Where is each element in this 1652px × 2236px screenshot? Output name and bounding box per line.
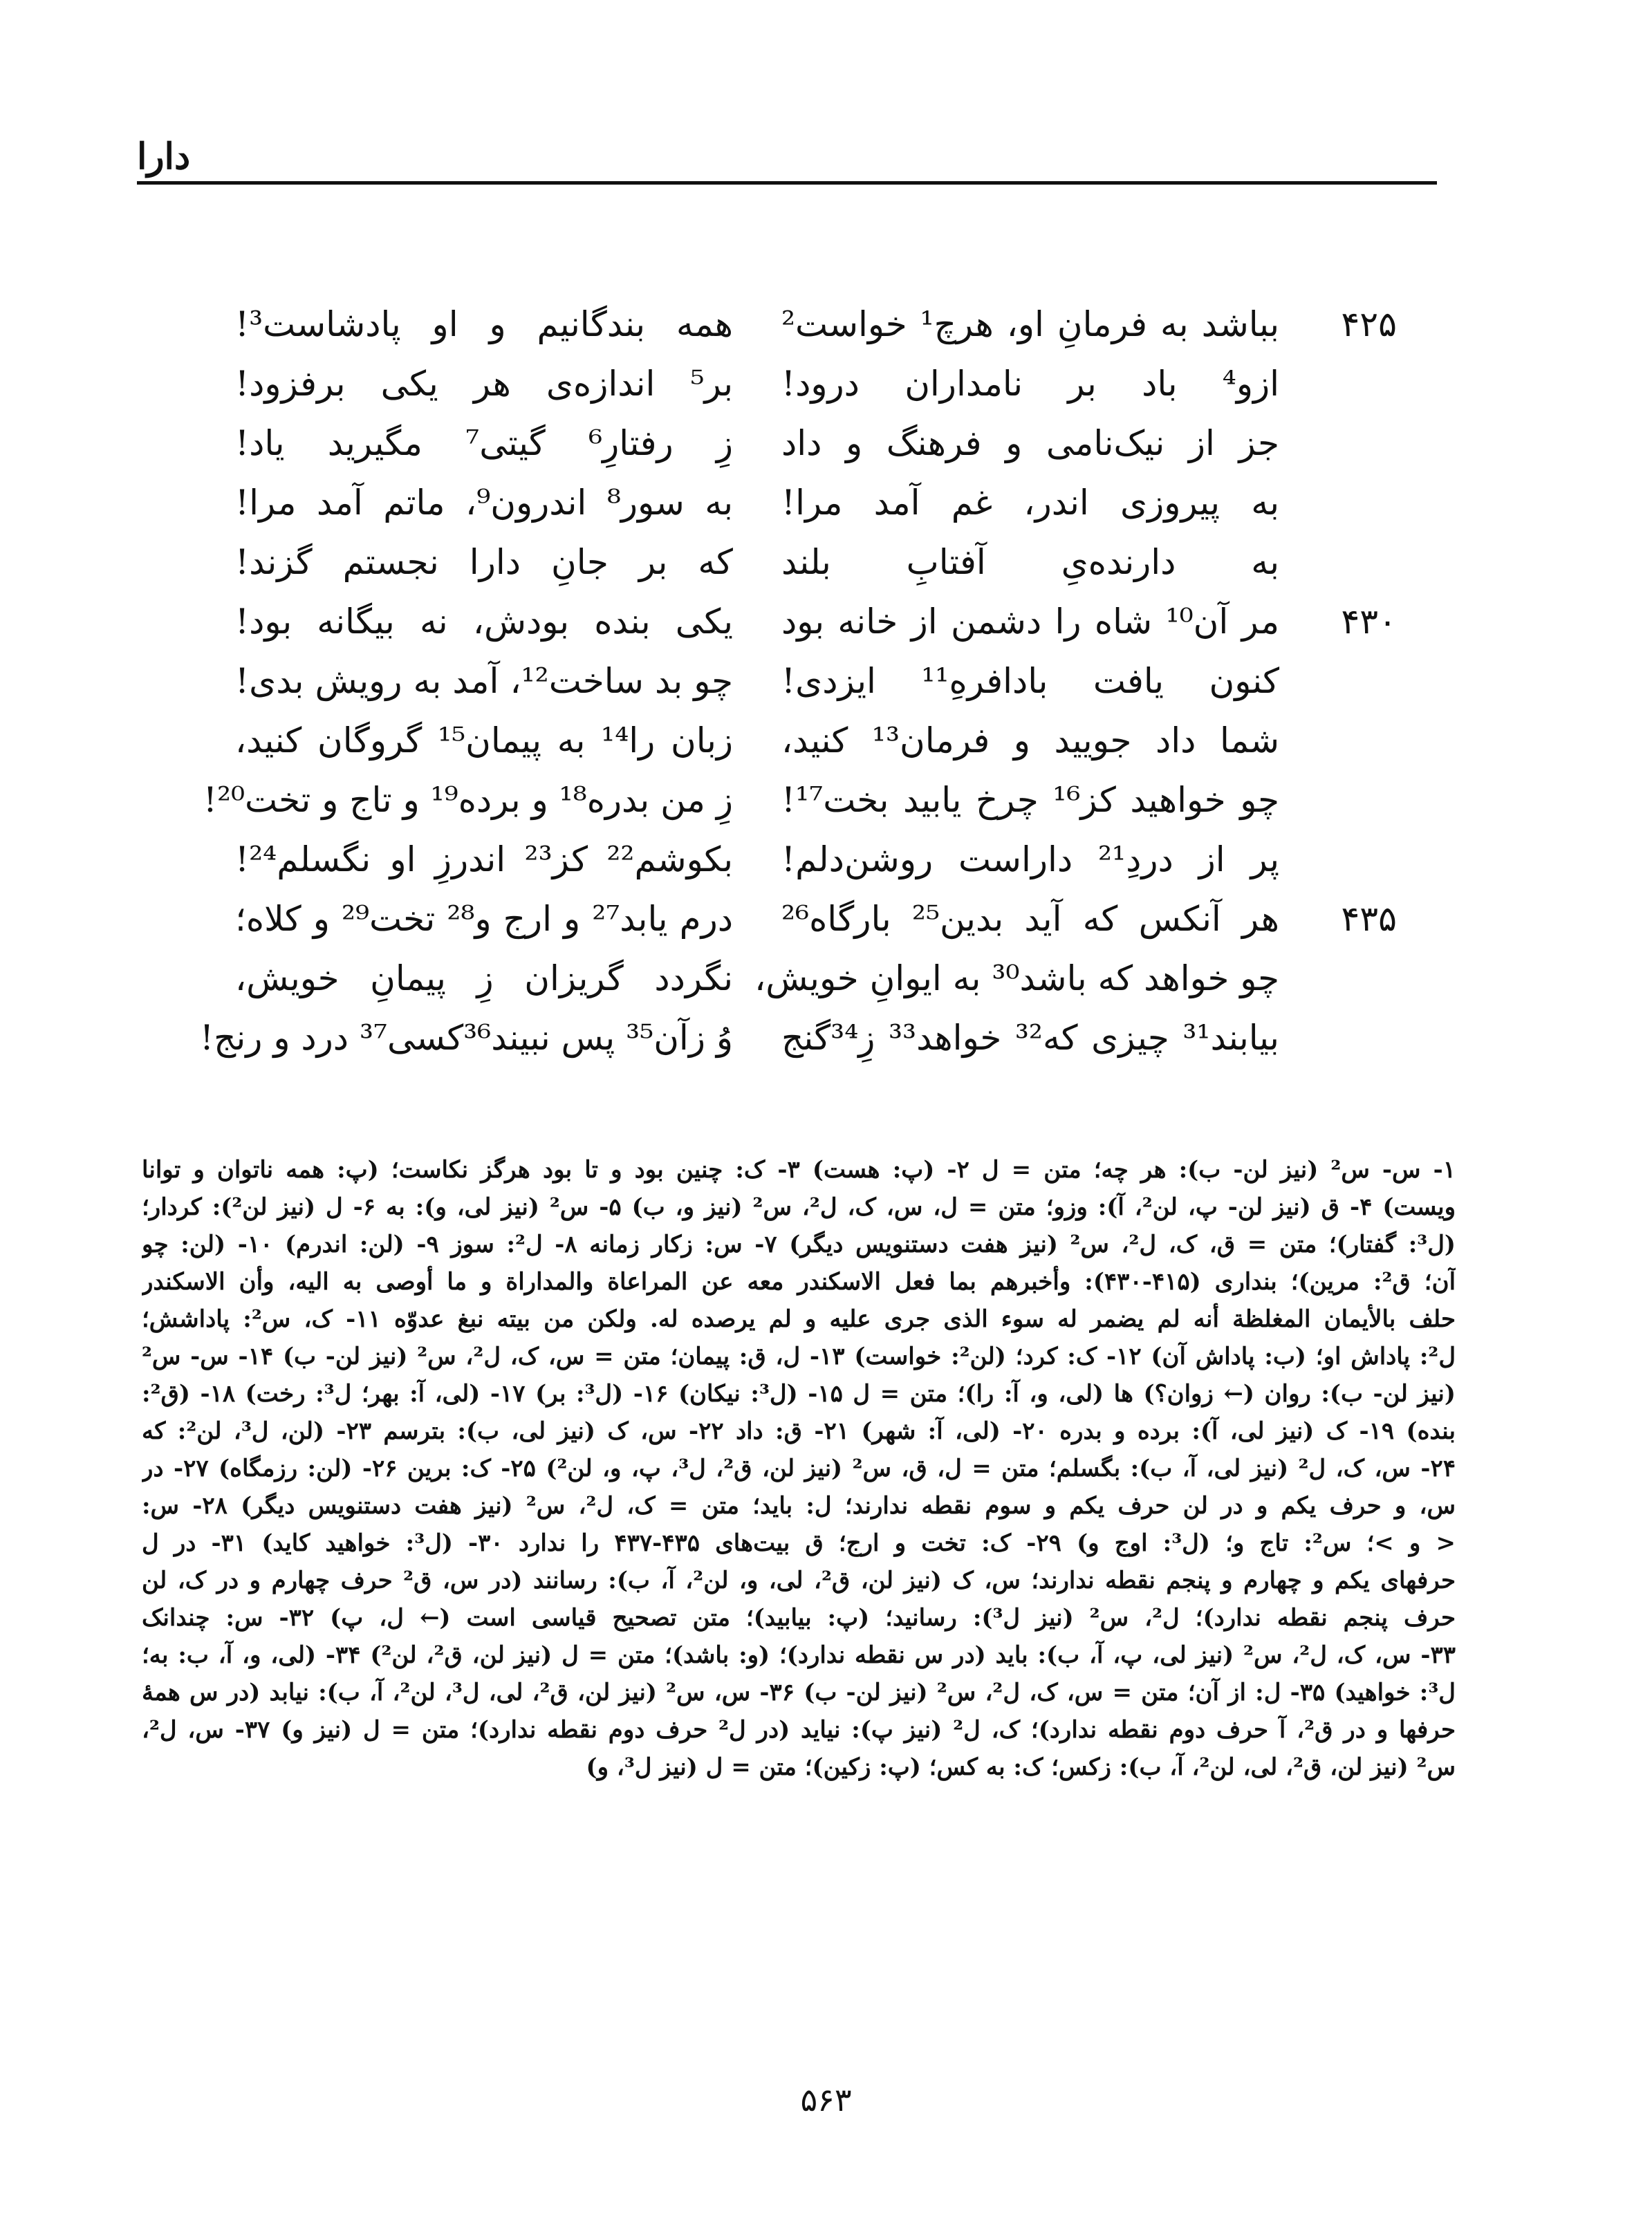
hemistich-first: چو خواهد که باشد³⁰ به ایوانِ خویش،: [754, 958, 1279, 998]
hemistich-first: کنون یافت بادافرهِ¹¹ ایزدی!: [781, 661, 1279, 701]
couplet: [235, 364, 1397, 423]
couplet: [235, 304, 1397, 364]
hemistich-second: زِ من بدره¹⁸ و برده¹⁹ و تاج و تخت²⁰!: [203, 780, 733, 820]
verse-number: ۴۳۵: [1341, 899, 1397, 939]
couplet: [235, 720, 1397, 780]
header-rule: [137, 181, 1437, 185]
hemistich-first: مر آن¹⁰ شاه را دشمن از خانه بود: [781, 602, 1280, 642]
hemistich-second: یکی بنده بودش، نه بیگانه بود!: [235, 602, 733, 642]
couplet: [200, 1018, 1397, 1077]
hemistich-second: زبان را¹⁴ به پیمان¹⁵ گروگان کنید،: [235, 720, 734, 761]
couplet: [235, 958, 1397, 1018]
hemistich-first: چو خواهید کز¹⁶ چرخ یابید بخت¹⁷!: [781, 780, 1280, 820]
footnote-line: حرف پنجم نقطه ندارد)؛ ل²، س² (نیز ل³): رسانید؛ (پ: بیابید)؛ متن تصحیح قیاسی است (← ل، پ) ۳۲- س: چندانک: [142, 1604, 1456, 1632]
couplet: [203, 780, 1397, 839]
page-number: ۵۶۳: [800, 2081, 852, 2118]
hemistich-second: زِ رفتارِ⁶ گیتی⁷ مگیرید یاد!: [235, 423, 733, 463]
footnote-line: ۱- س- س² (نیز لن- ب): هر چه؛ متن = ل ۲- (پ: هست) ۳- ک: چنین بود و تا بود هرگز نکاست؛ (پ: همه ناتوان و توانا: [142, 1156, 1456, 1184]
footnote-line: ل³: خواهید) ۳۵- ل: از آن؛ متن = س، ک، ل²، س² (نیز لن- ب) ۳۶- س، س² (نیز لن، ق²، لی، ل³، لن²، آ، ب): نیابد (در س همهٔ: [142, 1679, 1456, 1706]
hemistich-second: بکوشم²² کز²³ اندرزِ او نگسلم²⁴!: [235, 839, 733, 879]
verse-number: ۴۲۵: [1341, 304, 1397, 344]
verse-number: ۴۳۰: [1341, 602, 1397, 642]
footnote-line: (نیز لن- ب): روان (← زوان؟) ها (لی، و، آ: را)؛ متن = ل ۱۵- (ل³: نیکان) ۱۶- (ل³: بر) ۱۷- (لی، آ: بهر؛ ل³: رخت) ۱۸- (ق²:: [142, 1380, 1456, 1408]
couplet: [235, 899, 1397, 958]
couplet: [235, 839, 1397, 899]
footnote-line: حلف بالأیمان المغلظة أنه لم یضمر له سوء الذی جری علیه و لم یرصده له. ولکن من بیته نبغ عدوّه ۱۱- ک، س²: پاداشش؛: [142, 1305, 1456, 1333]
running-title: دارا: [137, 136, 191, 178]
hemistich-first: هر آنکس که آید بدین²⁵ بارگاه²⁶: [781, 899, 1279, 939]
hemistich-first: به دارنده‌یِ آفتابِ بلند: [781, 542, 1279, 582]
hemistich-first: بباشد به فرمانِ او، هرچ¹ خواست²: [781, 304, 1279, 344]
footnote-line: س، و حرف یکم و در لن حرف یکم و سوم نقطه ندارند؛ ل: باید؛ متن = ک، ل²، س² (نیز هفت دستنویس دیگر) ۲۸- س:: [142, 1492, 1456, 1520]
footnote-line: ویست) ۴- ق (نیز لن- پ، لن²، آ): وزو؛ متن = ل، س، ک، ل²، س² (نیز و، ب) ۵- س² (نیز لی، و): به ۶- ل (نیز لن²): کردار؛: [142, 1193, 1456, 1221]
hemistich-second: چو بد ساخت¹²، آمد به رویش بدی!: [235, 661, 733, 701]
hemistich-second: نگردد گریزان زِ پیمانِ خویش،: [235, 958, 733, 998]
couplet: [235, 661, 1397, 720]
footnote-line: حرفها و در ق²، آ حرف دوم نقطه ندارد)؛ ک، ل² (نیز پ): نیاید (در ل² حرف دوم نقطه ندارد)؛ متن = ل (نیز و) ۳۷- س، ل²،: [142, 1716, 1456, 1744]
footnote-line: آن؛ ق²: مرین)؛ بنداری (۴۱۵-۴۳۰): وأخبرهم بما فعل الاسکندر معه عن المراعاة والمداراة و ما أوصی به الیه، وأن الاسکندر: [142, 1268, 1456, 1296]
hemistich-second: بر⁵ اندازه‌ی هر یکی برفزود!: [235, 364, 733, 404]
verse-block: [200, 304, 1397, 1077]
footnote-line: س² (نیز لن، ق²، لی، لن²، آ، ب): زکس؛ ک: به کس؛ (پ: زکین)؛ متن = ل (نیز ل³، و): [586, 1753, 1456, 1781]
footnotes: [142, 1151, 1456, 1786]
hemistich-second: به سور⁸ اندرون⁹، ماتم آمد مرا!: [235, 483, 733, 523]
footnote-line: (ل³: گفتار)؛ متن = ق، ک، ل²، س² (نیز هفت دستنویس دیگر) ۷- س: زکار زمانه ۸- ل²: سوز ۹- (لن: اندرم) ۱۰- (لن: چو: [142, 1231, 1456, 1258]
hemistich-second: درم یابد²⁷ و ارج و²⁸ تخت²⁹ و کلاه؛: [235, 899, 733, 939]
couplet: [235, 423, 1397, 483]
couplet: [235, 602, 1397, 661]
hemistich-first: پر از دردِ²¹ داراست روشن‌دلم!: [781, 839, 1279, 879]
footnote-line: ۲۴- س، ک، ل² (نیز لی، آ، ب): بگسلم؛ متن = ل، ق، س² (نیز لن، ق²، ل³، پ، و، لن²) ۲۵- ک: برین ۲۶- (لن: رزمگاه) ۲۷- در: [142, 1455, 1456, 1482]
couplet: [235, 542, 1397, 602]
hemistich-first: به پیروزی اندر، غم آمد مرا!: [781, 483, 1279, 523]
hemistich-second: وُ زآن³⁵ پس نبیند³⁶کسی³⁷ درد و رنج!: [200, 1018, 733, 1058]
hemistich-first: بیابند³¹ چیزی که³² خواهد³³ زِ³⁴گنج: [781, 1018, 1279, 1058]
hemistich-first: شما داد جویید و فرمان¹³ کنید،: [781, 720, 1279, 761]
couplet: [235, 483, 1397, 542]
hemistich-first: ازو⁴ باد بر نامداران درود!: [781, 364, 1279, 404]
footnote-line: < و >؛ س²: تاج و؛ (ل³: اوج و) ۲۹- ک: تخت و ارج؛ ق بیت‌های ۴۳۵-۴۳۷ را ندارد ۳۰- (ل³: خواهید کاید) ۳۱- در ل: [142, 1529, 1456, 1557]
hemistich-second: همه بندگانیم و او پادشاست³!: [235, 304, 733, 344]
footnote-line: حرفهای یکم و چهارم و پنجم نقطه ندارند؛ س، ک (نیز لن، ق²، لی، و، لن²، آ، ب): رسانند (در س، ق² حرف چهارم و در ک، لن: [142, 1567, 1456, 1594]
hemistich-first: جز از نیک‌نامی و فرهنگ و داد: [781, 423, 1279, 463]
footnote-line: بنده) ۱۹- ک (نیز لی، آ): برده و بدره ۲۰- (لی، آ: شهر) ۲۱- ق: داد ۲۲- س، ک (نیز لی، ب): بترسم ۲۳- (لن، ل³، لن²: که: [142, 1417, 1456, 1445]
footnote-line: ۳۳- س، ک، ل²، س² (نیز لی، پ، آ، ب): باید (در س نقطه ندارد)؛ (و: باشد)؛ متن = ل (نیز لن، ق²، لن²) ۳۴- (لی، و، آ، ب: به؛: [142, 1641, 1456, 1669]
hemistich-second: که بر جانِ دارا نجستم گزند!: [235, 542, 733, 582]
footnote-line: ل²: پاداش او؛ (ب: پاداش آن) ۱۲- ک: کرد؛ (لن²: خواست) ۱۳- ل، ق: پیمان؛ متن = س، ک، ل²، س² (نیز لن- ب) ۱۴- س- س²: [142, 1343, 1456, 1370]
